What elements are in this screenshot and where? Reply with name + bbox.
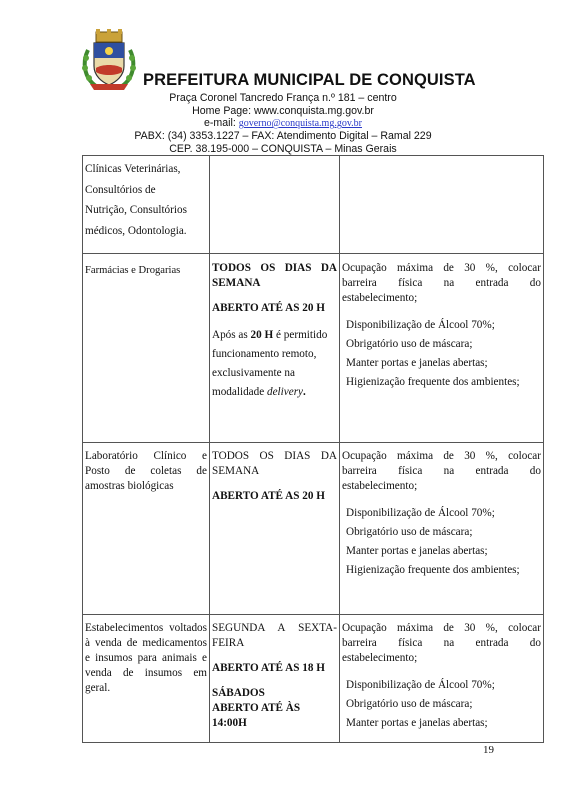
schedule-cell (210, 615, 340, 743)
header-phones: PABX: (34) 3353.1227 – FAX: Atendimento Digital – Ramal 229 (134, 130, 432, 142)
table-row (83, 443, 544, 615)
rules-cell (340, 254, 544, 443)
establishments-table (82, 155, 544, 743)
letterhead (0, 0, 566, 158)
rule-item: Higienização frequente dos ambientes; (346, 564, 520, 576)
rule-item: Obrigatório uso de máscara; (346, 526, 473, 538)
rule-occupancy: Ocupação máxima de 30 %, colocar barreira física na entrada do estabelecimento; (342, 622, 541, 664)
header-title: PREFEITURA MUNICIPAL DE CONQUISTA (143, 71, 476, 89)
rule-occupancy: Ocupação máxima de 30 %, colocar barreira física na entrada do estabelecimento; (342, 450, 541, 492)
schedule-hours: ABERTO ATÉ AS 18 H (212, 662, 325, 674)
header-email-link[interactable]: governo@conquista.mg.gov.br (238, 118, 362, 129)
establishment-cell (83, 615, 210, 743)
establishment-cell (83, 443, 210, 615)
schedule-cell (210, 443, 340, 615)
rule-item: Obrigatório uso de máscara; (346, 338, 473, 350)
establishment-name: Laboratório Clínico e Posto de coletas de amostras biológicas (85, 450, 207, 492)
rule-item: Obrigatório uso de máscara; (346, 698, 473, 710)
schedule-cell (210, 156, 340, 254)
schedule-days: TODOS OS DIAS DA SEMANA (212, 262, 337, 289)
rule-item: Manter portas e janelas abertas; (346, 545, 488, 557)
rules-cell (340, 615, 544, 743)
schedule-hours: ABERTO ATÉ AS 20 H (212, 490, 325, 502)
establishment-line: Consultórios de (85, 183, 156, 196)
establishment-line: Clínicas Veterinárias, (85, 163, 181, 175)
page-number: 19 (483, 744, 494, 756)
schedule-saturday: SÁBADOS ABERTO ATÉ ÀS 14:00H (212, 687, 301, 729)
rule-occupancy: Ocupação máxima de 30 %, colocar barreira física na entrada do estabelecimento; (342, 262, 541, 304)
schedule-cell (210, 254, 340, 443)
header-email-label: e-mail: (204, 117, 239, 129)
schedule-days: TODOS OS DIAS DA SEMANA (212, 450, 337, 477)
table-row (83, 254, 544, 443)
schedule-hours: ABERTO ATÉ AS 20 H (212, 302, 325, 314)
establishment-name: Farmácias e Drogarias (85, 265, 181, 276)
establishment-line: médicos, Odontologia. (85, 224, 187, 237)
municipal-coat-of-arms-icon (80, 28, 138, 92)
header-email-line (0, 117, 566, 129)
establishment-cell (83, 156, 210, 254)
rule-item: Disponibilização de Álcool 70%; (346, 319, 495, 331)
header-cep: CEP. 38.195-000 – CONQUISTA – Minas Gerais (169, 143, 397, 155)
rule-item: Higienização frequente dos ambientes; (346, 376, 520, 388)
schedule-days: SEGUNDA A SEXTA-FEIRA (212, 622, 337, 649)
header-address: Praça Coronel Tancredo França n.º 181 – centro (169, 92, 397, 104)
table-row (83, 615, 544, 743)
rules-cell (340, 443, 544, 615)
rules-cell (340, 156, 544, 254)
establishment-cell (83, 254, 210, 443)
rule-item: Manter portas e janelas abertas; (346, 357, 488, 369)
rule-item: Disponibilização de Álcool 70%; (346, 507, 495, 519)
establishment-name: Estabelecimentos voltados à venda de medicamentos e insumos para animais e venda de insumos em geral. (85, 622, 207, 694)
establishment-line: Nutrição, Consultórios (85, 204, 187, 216)
rule-item: Manter portas e janelas abertas; (346, 717, 488, 729)
delivery-note: Após as 20 H é permitido funcionamento remoto, exclusivamente na modalidade delivery. (212, 329, 328, 398)
table-row (83, 156, 544, 254)
rule-item: Disponibilização de Álcool 70%; (346, 679, 495, 691)
header-homepage: Home Page: www.conquista.mg.gov.br (192, 105, 374, 117)
